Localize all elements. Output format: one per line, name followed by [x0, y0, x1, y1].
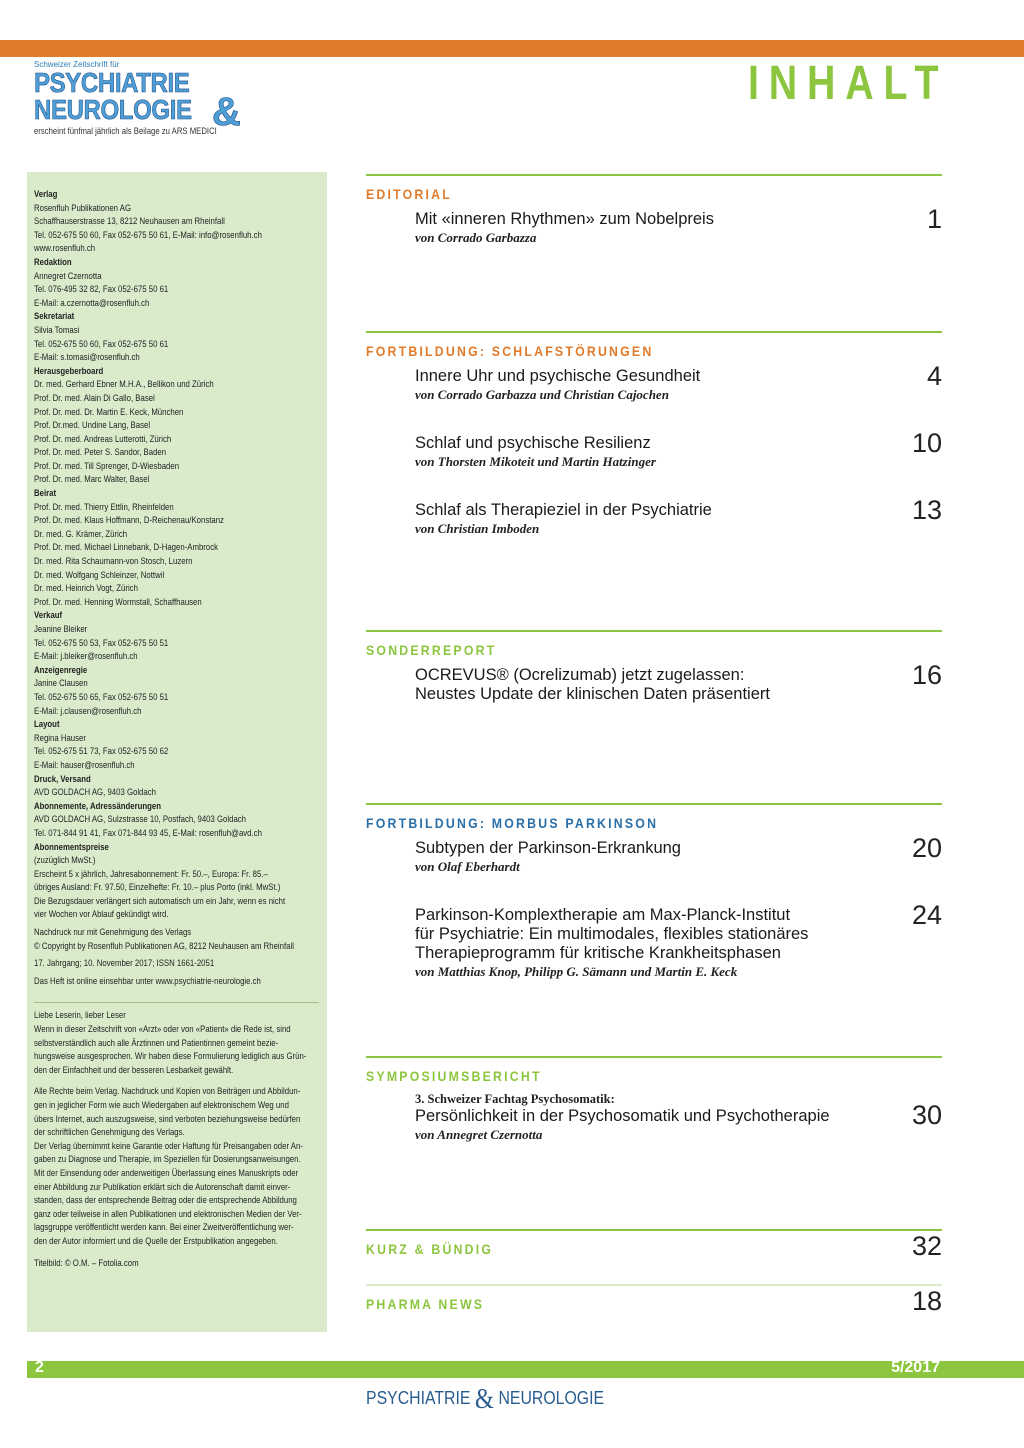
impressum-line: Tel. 052-675 50 60, Fax 052-675 50 61, E-Mail: info@rosenfluh.ch: [34, 229, 262, 241]
section-heading: FORTBILDUNG: MORBUS PARKINSON: [366, 815, 659, 831]
footer-bar: [27, 1361, 1024, 1378]
toc-article[interactable]: [415, 204, 942, 246]
impressum-line: E-Mail: j.clausen@rosenfluh.ch: [34, 705, 142, 717]
reader-note-line: hungsweise ausgesprochen. Wir haben diese Formulierung lediglich aus Grün-: [34, 1051, 307, 1063]
impressum-heading: Layout: [34, 719, 60, 731]
article-page-number: 1: [926, 204, 942, 234]
logo-ampersand: &: [212, 90, 241, 134]
impressum-line: Tel. 052-675 50 65, Fax 052-675 50 51: [34, 691, 169, 703]
article-page-number: 13: [911, 495, 942, 525]
impressum-heading: Redaktion: [34, 256, 72, 268]
impressum-line: E-Mail: j.bleiker@rosenfluh.ch: [34, 651, 138, 663]
toc-article[interactable]: [415, 900, 942, 980]
footer-logo-right: NEUROLOGIE: [498, 1388, 605, 1408]
impressum-line: Prof. Dr. med. Marc Walter, Basel: [34, 474, 150, 486]
impressum-line: Prof. Dr. med. Thierry Ettlin, Rheinfelden: [34, 501, 174, 513]
impressum-line: Tel. 052-675 50 53, Fax 052-675 50 51: [34, 637, 169, 649]
article-title: Schlaf und psychische Resilienz: [415, 434, 651, 452]
impressum-line: Dr. med. Heinrich Vogt, Zürich: [34, 583, 138, 595]
article-author: von Christian Imboden: [415, 521, 540, 536]
journal-logo: [34, 60, 334, 136]
toc-section-pharma-news[interactable]: [366, 1284, 942, 1316]
article-page-number: 16: [911, 660, 942, 690]
impressum-heading: Verlag: [34, 189, 58, 200]
impressum-line: Regina Hauser: [34, 732, 86, 744]
impressum-line: Prof. Dr. med. Michael Linnebank, D-Hagen-Ambrock: [34, 542, 219, 554]
rights-line: übers Internet, auch auszugsweise, sind verboten beziehungsweise bedürfen: [34, 1113, 301, 1125]
impressum-line: Dr. med. Rita Schaumann-von Stosch, Luzern: [34, 556, 193, 568]
impressum-line: Dr. med. Gerhard Ebner M.H.A., Bellikon und Zürich: [34, 379, 214, 391]
cover-credit: Titelbild: © O.M. – Fotolia.com: [34, 1257, 139, 1269]
impressum-line: Jeanine Bleiker: [34, 624, 88, 635]
impressum-line: Prof. Dr. med. Henning Wormstall, Schaffhausen: [34, 596, 202, 608]
toc-article[interactable]: [415, 361, 942, 403]
impressum-line: Tel. 052-675 51 73, Fax 052-675 50 62: [34, 746, 169, 758]
rights-line: der schriftlichen Genehmigung des Verlags.: [34, 1127, 185, 1139]
impressum-line: www.rosenfluh.ch: [34, 243, 96, 255]
toc-section-editorial: [366, 174, 942, 246]
article-author: von Corrado Garbazza: [415, 230, 537, 245]
impressum-heading: Druck, Versand: [34, 773, 91, 785]
logo-super: Schweizer Zeitschrift für: [34, 60, 120, 69]
footer-journal-logo: [366, 1384, 604, 1416]
section-heading: FORTBILDUNG: SCHLAFSTÖRUNGEN: [366, 343, 654, 359]
article-author: von Olaf Eberhardt: [415, 859, 520, 874]
impressum-line: E-Mail: s.tomasi@rosenfluh.ch: [34, 352, 140, 364]
top-accent-bar: [0, 40, 1024, 57]
impressum-line: AVD GOLDACH AG, Sulzstrasse 10, Postfach, 9403 Goldach: [34, 814, 247, 826]
rights-line: lagsgruppe veröffentlicht werden kann. Bei einer Zweitveröffentlichung wer-: [34, 1222, 294, 1234]
reader-note-line: selbstverständlich auch alle Ärztinnen und Patientinnen gemeint bezie-: [34, 1037, 279, 1049]
impressum-line: E-Mail: a.czernotta@rosenfluh.ch: [34, 297, 150, 309]
impressum-line: Prof. Dr.med. Undine Lang, Basel: [34, 420, 151, 432]
toc-section-symposium: [366, 1056, 942, 1143]
impressum-jahrgang: 17. Jahrgang; 10. November 2017; ISSN 1661-2051: [34, 958, 215, 970]
rights-line: Alle Rechte beim Verlag. Nachdruck und Kopien von Beiträgen und Abbildun-: [34, 1086, 301, 1098]
section-heading: SONDERREPORT: [366, 642, 497, 658]
article-title: Schlaf als Therapieziel in der Psychiatrie: [415, 501, 712, 519]
impressum-line: vier Wochen vor Ablauf gekündigt wird.: [34, 909, 169, 921]
toc-section-parkinson: [366, 803, 942, 980]
section-heading: EDITORIAL: [366, 186, 452, 202]
rights-line: den der Autor informiert und die Quelle der Erstpublikation angegeben.: [34, 1235, 278, 1247]
article-pretitle: 3. Schweizer Fachtag Psychosomatik:: [415, 1092, 615, 1106]
impressum-online: Das Heft ist online einsehbar unter www.psychiatrie-neurologie.ch: [34, 975, 261, 987]
footer-logo-left: PSYCHIATRIE: [366, 1388, 471, 1408]
toc-section-sonderreport: [366, 630, 942, 704]
toc-article[interactable]: [415, 660, 942, 704]
toc-article[interactable]: [415, 1092, 942, 1143]
impressum-sidebar: [27, 172, 327, 1332]
impressum-line: Prof. Dr. med. Andreas Lutterotti, Zürich: [34, 433, 172, 445]
article-title: Subtypen der Parkinson-Erkrankung: [415, 839, 681, 857]
article-title-line: Therapieprogramm für kritische Krankheitsphasen: [415, 944, 781, 962]
impressum-heading: Abonnemente, Adressänderungen: [34, 800, 161, 812]
impressum-line: Dr. med. G. Krämer, Zürich: [34, 528, 128, 540]
impressum-divider: [34, 1002, 319, 1003]
impressum-line: Silvia Tomasi: [34, 324, 80, 336]
article-title-line: für Psychiatrie: Ein multimodales, flexibles stationäres: [415, 925, 809, 943]
impressum-line: übriges Ausland: Fr. 97.50, Einzelhefte: Fr. 10.– plus Porto (inkl. MwSt.): [34, 882, 281, 894]
reader-note-line: den der Einfachheit und der besseren Lesbarkeit gewählt.: [34, 1064, 234, 1076]
article-title: Persönlichkeit in der Psychosomatik und Psychotherapie: [415, 1107, 830, 1125]
impressum-heading: Verkauf: [34, 610, 63, 622]
logo-line-2: NEUROLOGIE: [34, 94, 192, 125]
impressum-heading: Herausgeberboard: [34, 365, 104, 377]
footer-logo-ampersand: &: [474, 1384, 495, 1415]
rights-line: standen, dass der entsprechende Beitrag oder die entsprechende Abbildung: [34, 1195, 297, 1207]
section-page-number: 32: [911, 1231, 942, 1261]
impressum-line: (zuzüglich MwSt.): [34, 855, 96, 867]
article-author: von Thorsten Mikoteit und Martin Hatzinger: [415, 454, 656, 469]
article-page-number: 10: [911, 428, 942, 458]
impressum-line: E-Mail: hauser@rosenfluh.ch: [34, 759, 135, 771]
impressum-line: Prof. Dr. med. Peter S. Sandor, Baden: [34, 447, 167, 459]
rights-line: Der Verlag übernimmt keine Garantie oder Haftung für Preisangaben oder An-: [34, 1140, 303, 1152]
rights-line: gaben zu Diagnose und Therapie, im Speziellen für Dosierungsanweisungen.: [34, 1154, 301, 1166]
issue-number: 5/2017: [891, 1359, 940, 1376]
impressum-line: Die Bezugsdauer verlängert sich automatisch um ein Jahr, wenn es nicht: [34, 895, 286, 907]
toc-section-schlafstoerungen: [366, 331, 942, 537]
impressum-line: Nachdruck nur mit Genehmigung des Verlags: [34, 927, 192, 939]
section-heading: KURZ & BÜNDIG: [366, 1241, 494, 1257]
impressum-line: Janine Clausen: [34, 678, 88, 690]
article-title: Mit «inneren Rhythmen» zum Nobelpreis: [415, 210, 714, 228]
article-title-line: Neustes Update der klinischen Daten präsentiert: [415, 685, 770, 703]
rights-line: gen in jeglicher Form wie auch Wiedergaben auf elektronischem Weg und: [34, 1100, 289, 1111]
toc-section-kurz-buendig[interactable]: [366, 1229, 942, 1261]
logo-line-1: PSYCHIATRIE: [34, 67, 190, 98]
impressum-line: Prof. Dr. med. Dr. Martin E. Keck, München: [34, 406, 184, 418]
article-title: Innere Uhr und psychische Gesundheit: [415, 367, 701, 385]
rights-line: ganz oder teilweise in allen Publikationen und elektronischen Medien der Ver-: [34, 1208, 302, 1220]
logo-tagline: erscheint fünfmal jährlich als Beilage zu ARS MEDICI: [34, 126, 217, 136]
reader-note-line: Wenn in dieser Zeitschrift von «Arzt» oder von «Patient» die Rede ist, sind: [34, 1024, 291, 1036]
reader-note-line: Liebe Leserin, lieber Leser: [34, 1010, 126, 1022]
impressum-line: Rosenfluh Publikationen AG: [34, 202, 132, 214]
article-page-number: 24: [911, 900, 942, 930]
impressum-heading: Sekretariat: [34, 311, 75, 323]
rights-line: einer Abbildung zur Publikation erklärt sich die Autorenschaft damit einver-: [34, 1181, 291, 1193]
impressum-line: AVD GOLDACH AG, 9403 Goldach: [34, 787, 156, 799]
article-page-number: 4: [926, 361, 942, 391]
impressum-line: Tel. 076-495 32 82, Fax 052-675 50 61: [34, 284, 169, 296]
page-title: INHALT: [747, 57, 948, 110]
section-heading: SYMPOSIUMSBERICHT: [366, 1068, 542, 1084]
toc-article[interactable]: [415, 428, 942, 470]
impressum-line: Tel. 052-675 50 60, Fax 052-675 50 61: [34, 338, 169, 350]
section-heading: PHARMA NEWS: [366, 1296, 485, 1312]
impressum-line: © Copyright by Rosenfluh Publikationen AG, 8212 Neuhausen am Rheinfall: [34, 940, 294, 952]
toc-article[interactable]: [415, 833, 942, 875]
impressum-line: Annegret Czernotta: [34, 270, 102, 282]
impressum-line: Schaffhauserstrasse 13, 8212 Neuhausen am Rheinfall: [34, 216, 225, 228]
section-page-number: 18: [911, 1286, 942, 1316]
article-author: von Corrado Garbazza und Christian Cajochen: [415, 387, 669, 402]
article-title-line: Parkinson-Komplextherapie am Max-Planck-Institut: [415, 906, 791, 924]
rights-line: Mit der Einsendung oder anderweitigen Überlassung eines Manuskripts oder: [34, 1167, 299, 1179]
impressum-heading: Abonnementspreise: [34, 841, 109, 853]
impressum-line: Prof. Dr. med. Alain Di Gallo, Basel: [34, 392, 155, 404]
impressum-line: Dr. med. Wolfgang Schleinzer, Nottwil: [34, 569, 165, 581]
impressum-heading: Beirat: [34, 488, 57, 500]
article-author: von Annegret Czernotta: [415, 1127, 543, 1142]
page-number: 2: [35, 1359, 44, 1376]
article-title-line: OCREVUS® (Ocrelizumab) jetzt zugelassen:: [415, 666, 745, 684]
article-page-number: 30: [911, 1100, 942, 1130]
impressum-line: Tel. 071-844 91 41, Fax 071-844 93 45, E-Mail: rosenfluh@avd.ch: [34, 827, 262, 839]
impressum-line: Prof. Dr. med. Klaus Hoffmann, D-Reichenau/Konstanz: [34, 515, 224, 527]
article-page-number: 20: [911, 833, 942, 863]
impressum-line: Erscheint 5 x jährlich, Jahresabonnement: Fr. 50.–, Europa: Fr. 85.–: [34, 868, 268, 880]
impressum-heading: Anzeigenregie: [34, 664, 88, 676]
toc-article[interactable]: [415, 495, 942, 537]
impressum-line: Prof. Dr. med. Till Sprenger, D-Wiesbaden: [34, 460, 180, 472]
article-author: von Matthias Knop, Philipp G. Sämann und Martin E. Keck: [415, 964, 738, 979]
